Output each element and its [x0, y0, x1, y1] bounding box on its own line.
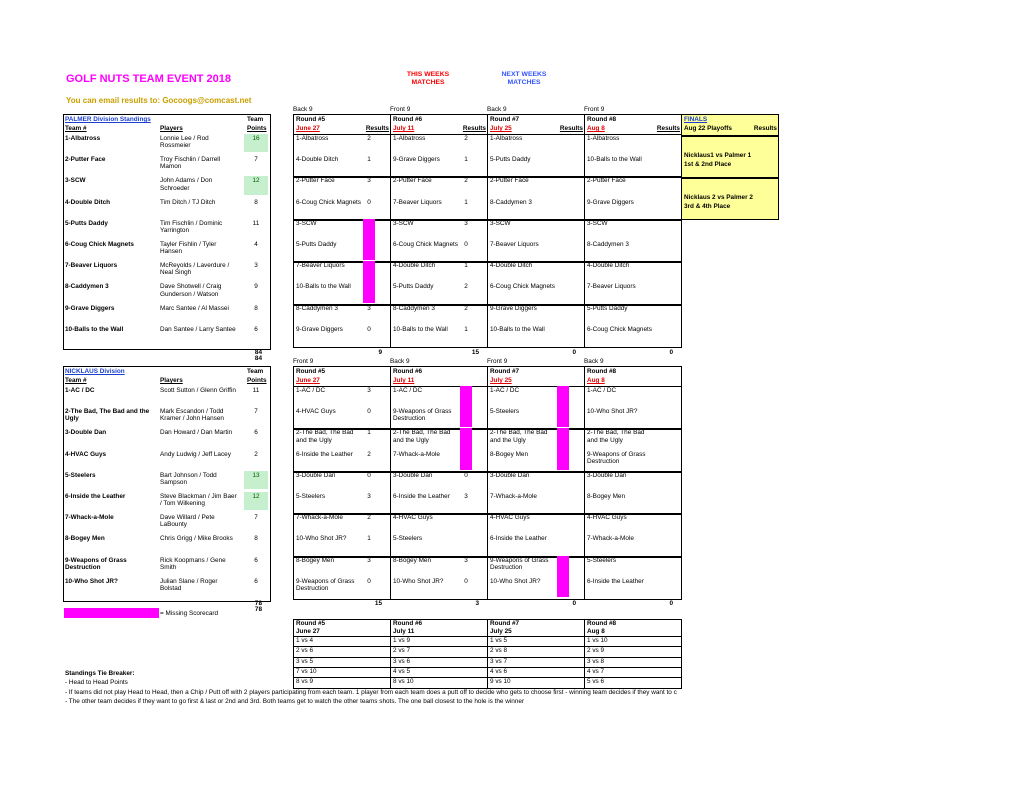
match-team-b: 5-Putts Daddy — [393, 283, 434, 291]
round-total: 0 — [572, 600, 576, 607]
match-team-b: 10-Balls to the Wall — [296, 283, 351, 291]
team-name: 10-Who Shot JR? — [65, 577, 118, 585]
missing-scorecard-swatch — [64, 608, 159, 618]
match-team-b: 9-Weapons of Grass Destruction — [393, 408, 452, 423]
match-team-b: 8-Caddymen 3 — [490, 198, 532, 206]
missing-scorecard-marker — [557, 556, 569, 597]
team-players: Troy Fischlin / Darrell Mamon — [160, 156, 221, 171]
team-players: John Adams / Don Schroeder — [160, 177, 213, 192]
team-name: 9-Grave Diggers — [65, 304, 115, 312]
match-team-a: 7-Whack-a-Mole — [296, 514, 343, 522]
round-total: 0 — [669, 600, 673, 607]
match-team-a: 1-Albatross — [296, 135, 329, 142]
match-team-a: 4-Double Ditch — [587, 262, 630, 270]
team-name: 2-Putter Face — [65, 156, 106, 164]
team-players: Scott Sutton / Glenn Griffin — [160, 387, 236, 394]
results-header: Results — [656, 125, 680, 132]
match-score-b: 0 — [464, 577, 468, 585]
schedule-pair: 3 vs 8 — [587, 657, 605, 665]
round-label: Round #8 — [587, 116, 617, 123]
team-name: 4-HVAC Guys — [65, 450, 107, 458]
finals-results-header: Results — [753, 125, 777, 132]
missing-scorecard-marker — [363, 261, 375, 302]
round-frame — [390, 366, 488, 600]
schedule-pair: 5 vs 6 — [587, 678, 605, 686]
team-players: Marc Santee / Al Massei — [160, 304, 229, 312]
schedule-pair: 4 vs 5 — [393, 667, 411, 675]
match-team-a: 8-Bogey Men — [296, 556, 335, 564]
match-team-b: 6-Inside the Leather — [490, 535, 547, 543]
match-team-b: 9-Weapons of Grass Destruction — [296, 577, 355, 592]
team-points: 7 — [254, 514, 258, 522]
round-total: 0 — [572, 349, 576, 356]
nine-label: Back 9 — [584, 358, 604, 365]
match-team-b: 6-Inside the Leather — [393, 493, 450, 500]
match-team-a: 5-Putts Daddy — [587, 304, 628, 312]
match-team-b: 9-Grave Diggers — [393, 156, 440, 164]
team-points: 6 — [254, 556, 258, 564]
team-name: 3-Double Dan — [65, 429, 107, 437]
team-name: 3-SCW — [65, 177, 86, 185]
match-team-b: 9-Grave Diggers — [296, 325, 343, 333]
team-points: 7 — [254, 408, 258, 416]
team-name: 10-Balls to the Wall — [65, 325, 124, 333]
match-team-b: 10-Who Shot JR? — [490, 577, 541, 585]
match-team-b: 8-Caddymen 3 — [587, 241, 629, 248]
match-team-a: 3-SCW — [587, 219, 608, 227]
team-points: 8 — [254, 535, 258, 543]
team-players: Chris Grigg / Mike Brooks — [160, 535, 233, 543]
round-label: Round #6 — [393, 368, 423, 375]
match-team-a: 2-The Bad, The Bad and the Ugly — [393, 429, 451, 444]
match-team-a: 4-Double Ditch — [393, 262, 436, 270]
finals-date: Aug 22 Playoffs — [684, 125, 732, 132]
results-header: Results — [462, 125, 486, 132]
tiebreaker-rule-1: - Head to Head Points — [65, 679, 128, 686]
page-title: GOLF NUTS TEAM EVENT 2018 — [66, 73, 232, 85]
match-team-a: 4-HVAC Guys — [393, 514, 433, 522]
match-score-b: 0 — [367, 577, 371, 585]
finals-match-2-place: 3rd & 4th Place — [684, 203, 731, 210]
match-score-a: 3 — [367, 304, 371, 312]
schedule-pair: 1 vs 9 — [393, 637, 411, 644]
match-team-b: 10-Balls to the Wall — [393, 325, 448, 333]
match-team-a: 3-Double Dan — [587, 471, 627, 479]
tiebreaker-rule-2: - If teams did not play Head to Head, then a Chip / Putt off with 2 players participating from each team. 1 player from each team does a putt off to decide who gets to choose first - winning team decides if they want to c — [65, 689, 677, 696]
match-score-b: 2 — [367, 450, 371, 458]
missing-scorecard-marker — [460, 386, 472, 427]
match-team-a: 5-Steelers — [587, 556, 617, 564]
match-team-b: 8-Bogey Men — [490, 450, 529, 458]
match-score-b: 1 — [464, 198, 468, 206]
match-team-a: 2-The Bad, The Bad and the Ugly — [296, 429, 354, 444]
match-team-b: 6-Coug Chick Magnets — [393, 241, 459, 248]
match-team-b: 5-Putts Daddy — [296, 241, 337, 248]
match-score-b: 0 — [367, 325, 371, 333]
match-team-a: 3-Double Dan — [490, 471, 530, 479]
team-name: 6-Coug Chick Magnets — [65, 241, 134, 248]
round-total: 15 — [374, 600, 382, 607]
schedule-pair: 3 vs 6 — [393, 657, 411, 665]
nine-label: Back 9 — [487, 106, 507, 113]
team-players: Julian Slane / Roger Bolstad — [160, 577, 218, 592]
schedule-pair: 2 vs 6 — [296, 647, 314, 655]
match-team-b: 7-Beaver Liquors — [393, 198, 442, 206]
round-total: 15 — [471, 349, 479, 356]
team-players: Mark Escandon / Todd Kramer / John Hansen — [160, 408, 224, 423]
schedule-pair: 1 vs 10 — [587, 637, 608, 644]
match-score-a: 3 — [367, 177, 371, 185]
match-team-a: 2-Putter Face — [296, 177, 335, 185]
team-points: 6 — [254, 429, 258, 437]
schedule-date: July 25 — [490, 628, 512, 635]
team-points: 16 — [244, 134, 268, 152]
round-frame — [293, 114, 391, 348]
round-label: Round #6 — [393, 116, 423, 123]
match-team-a: 3-SCW — [393, 219, 414, 227]
missing-scorecard-marker — [363, 219, 375, 260]
round-total: 0 — [669, 349, 673, 356]
match-team-b: 4-Double Ditch — [296, 156, 339, 164]
finals-match-2-teams: Nicklaus 2 vs Palmer 2 — [684, 194, 753, 201]
match-score-b: 1 — [367, 156, 371, 164]
tiebreaker-rule-3: - The other team decides if they want to go first & last or 2nd and 3rd. Both teams get to watch the other teams shots. The one ball closest to the hole is the winner — [65, 698, 525, 705]
match-team-b: 4-HVAC Guys — [296, 408, 336, 416]
team-column-header: Team — [247, 368, 264, 375]
players-header: Players — [160, 377, 183, 384]
match-team-b: 7-Beaver Liquors — [587, 283, 636, 291]
team-points: 6 — [254, 577, 258, 585]
team-name: 8-Bogey Men — [65, 535, 105, 543]
match-team-a: 3-Double Dan — [296, 471, 336, 479]
team-name: 7-Beaver Liquors — [65, 262, 118, 270]
schedule-date: June 27 — [296, 628, 320, 635]
round-total: 9 — [378, 349, 382, 356]
team-players: Dave Shotwell / Craig Gunderson / Watson — [160, 283, 222, 298]
team-players: Steve Blackman / Jim Baer / Tom Wilkening — [160, 493, 237, 508]
match-team-b: 10-Who Shot JR? — [393, 577, 444, 585]
round-label: Round #5 — [296, 116, 326, 123]
match-team-a: 1-AC / DC — [490, 387, 520, 394]
team-name: 9-Weapons of Grass Destruction — [65, 556, 127, 571]
team-players: Bart Johnson / Todd Sampson — [160, 471, 217, 486]
match-team-b: 10-Who Shot JR? — [296, 535, 347, 543]
team-players: Tim Ditch / TJ Ditch — [160, 198, 216, 206]
schedule-round: Round #6 — [393, 620, 423, 627]
team-name: 2-The Bad, The Bad and the Ugly — [65, 408, 150, 423]
round-date: July 25 — [490, 377, 512, 384]
schedule-pair: 4 vs 7 — [587, 667, 605, 675]
match-team-b: 10-Balls to the Wall — [490, 325, 545, 333]
match-team-a: 8-Caddymen 3 — [296, 304, 338, 312]
points-total-check: 84 — [254, 355, 262, 362]
team-column-header: Team — [247, 116, 264, 123]
round-date: Aug 8 — [587, 125, 605, 132]
match-score-b: 1 — [464, 156, 468, 164]
round-date: June 27 — [296, 125, 320, 132]
nine-label: Front 9 — [584, 106, 605, 113]
match-score-b: 2 — [464, 283, 468, 291]
missing-scorecard-marker — [557, 428, 569, 469]
results-header: Results — [365, 125, 389, 132]
match-team-b: 7-Beaver Liquors — [490, 241, 539, 248]
team-points: 8 — [254, 304, 258, 312]
match-team-b: 5-Steelers — [393, 535, 423, 543]
schedule-round: Round #8 — [587, 620, 617, 627]
team-points: 4 — [254, 241, 258, 248]
schedule-pair: 2 vs 8 — [490, 647, 508, 655]
missing-scorecard-label: = Missing Scorecard — [160, 610, 219, 617]
nine-label: Back 9 — [390, 358, 410, 365]
match-team-b: 10-Who Shot JR? — [587, 408, 638, 416]
match-team-a: 8-Bogey Men — [393, 556, 432, 564]
this-weeks-label: THIS WEEKS MATCHES — [406, 71, 450, 86]
match-score-a: 2 — [367, 135, 371, 142]
team-name: 8-Caddymen 3 — [65, 283, 109, 291]
finals-match-1-place: 1st & 2nd Place — [684, 161, 732, 168]
match-team-b: 6-Inside the Leather — [296, 450, 353, 458]
match-score-a: 1 — [367, 429, 371, 437]
match-team-a: 1-AC / DC — [393, 387, 423, 394]
team-players: McReyolds / Laverdure / Neal Singh — [160, 262, 230, 277]
team-points: 9 — [254, 283, 258, 291]
finals-match-1-teams: Nicklaus1 vs Palmer 1 — [684, 152, 752, 159]
match-score-b: 0 — [464, 241, 468, 248]
match-team-b: 9-Grave Diggers — [587, 198, 634, 206]
match-team-b: 7-Whack-a-Mole — [587, 535, 634, 543]
team-players: Tim Fischlin / Dominic Yarrington — [160, 219, 223, 234]
round-date: July 11 — [393, 377, 415, 384]
match-team-b: 7-Whack-a-Mole — [393, 450, 440, 458]
missing-scorecard-marker — [460, 428, 472, 469]
round-label: Round #7 — [490, 116, 520, 123]
match-team-b: 7-Whack-a-Mole — [490, 493, 537, 500]
match-team-a: 1-AC / DC — [296, 387, 326, 394]
tiebreaker-heading: Standings Tie Breaker: — [65, 670, 135, 677]
missing-scorecard-marker — [557, 386, 569, 427]
match-score-a: 2 — [367, 514, 371, 522]
team-name: 5-Steelers — [65, 471, 96, 479]
team-points: 11 — [252, 219, 260, 227]
match-team-a: 4-HVAC Guys — [490, 514, 530, 522]
schedule-round: Round #5 — [296, 620, 326, 627]
match-team-a: 1-Albatross — [393, 135, 426, 142]
team-players: Rick Koopmans / Gene Smith — [160, 556, 226, 571]
team-number-header: Team # — [65, 125, 87, 132]
match-score-b: 1 — [367, 535, 371, 543]
match-team-b: 6-Inside the Leather — [587, 577, 644, 585]
finals-heading: FINALS — [684, 116, 708, 123]
match-team-a: 3-SCW — [490, 219, 511, 227]
team-name: 1-Albatross — [65, 135, 101, 142]
match-team-a: 8-Caddymen 3 — [393, 304, 435, 312]
match-team-b: 5-Steelers — [490, 408, 520, 416]
team-name: 6-Inside the Leather — [65, 493, 126, 500]
match-score-a: 0 — [367, 471, 371, 479]
team-points: 11 — [252, 387, 260, 394]
round-label: Round #5 — [296, 368, 326, 375]
division-heading: NICKLAUS Division — [65, 368, 125, 375]
match-team-a: 2-The Bad, The Bad and the Ugly — [490, 429, 548, 444]
team-points: 8 — [254, 198, 258, 206]
schedule-pair: 8 vs 10 — [393, 678, 414, 686]
team-number-header: Team # — [65, 377, 87, 384]
email-note: You can email results to: Gocoogs@comcast.net — [66, 96, 252, 105]
schedule-pair: 1 vs 4 — [296, 637, 314, 644]
round-frame — [584, 366, 682, 600]
points-header: Points — [247, 125, 267, 132]
schedule-round: Round #7 — [490, 620, 520, 627]
match-team-b: 5-Putts Daddy — [490, 156, 531, 164]
round-date: Aug 8 — [587, 377, 605, 384]
team-players: Dave Willard / Pete LaBounty — [160, 514, 215, 529]
match-team-a: 7-Beaver Liquors — [296, 262, 345, 270]
schedule-pair: 3 vs 5 — [296, 657, 314, 665]
team-points: 2 — [254, 450, 258, 458]
schedule-pair: 3 vs 7 — [490, 657, 508, 665]
round-frame — [293, 366, 391, 600]
match-team-b: 6-Coug Chick Magnets — [490, 283, 556, 291]
match-team-a: 1-Albatross — [490, 135, 523, 142]
team-name: 4-Double Ditch — [65, 198, 111, 206]
round-frame — [584, 114, 682, 348]
match-score-b: 0 — [367, 198, 371, 206]
team-name: 7-Whack-a-Mole — [65, 514, 114, 522]
match-team-a: 9-Weapons of Grass Destruction — [490, 556, 549, 571]
match-score-b: 0 — [367, 408, 371, 416]
match-team-a: 4-HVAC Guys — [587, 514, 627, 522]
nine-label: Back 9 — [293, 106, 313, 113]
round-frame — [487, 114, 585, 348]
match-team-b: 6-Coug Chick Magnets — [587, 325, 653, 333]
team-name: 1-AC / DC — [65, 387, 95, 394]
round-date: July 25 — [490, 125, 512, 132]
division-heading: PALMER Division Standings — [65, 116, 151, 123]
points-total: 78 — [254, 600, 262, 607]
next-weeks-label: NEXT WEEKS MATCHES — [501, 71, 547, 86]
match-score-a: 3 — [367, 556, 371, 564]
match-score-a: 0 — [464, 471, 468, 479]
nine-label: Front 9 — [293, 358, 314, 365]
match-team-b: 6-Coug Chick Magnets — [296, 198, 362, 206]
results-header: Results — [559, 125, 583, 132]
match-score-a: 2 — [464, 135, 468, 142]
team-points: 12 — [244, 176, 268, 194]
team-players: Dan Howard / Dan Martin — [160, 429, 233, 437]
nine-label: Front 9 — [487, 358, 508, 365]
match-team-a: 3-SCW — [296, 219, 317, 227]
schedule-pair: 7 vs 10 — [296, 667, 317, 675]
match-team-b: 8-Bogey Men — [587, 493, 626, 500]
match-team-a: 4-Double Ditch — [490, 262, 533, 270]
schedule-pair: 9 vs 10 — [490, 678, 511, 686]
match-score-a: 3 — [464, 219, 468, 227]
schedule-pair: 2 vs 7 — [393, 647, 411, 655]
match-team-a: 9-Grave Diggers — [490, 304, 537, 312]
team-points: 3 — [254, 262, 258, 270]
team-players: Tayler Fishlin / Tyler Hansen — [160, 241, 217, 256]
match-score-b: 3 — [367, 493, 371, 500]
match-team-a: 2-Putter Face — [393, 177, 432, 185]
schedule-pair: 8 vs 9 — [296, 678, 314, 686]
match-score-a: 1 — [464, 262, 468, 270]
schedule-date: Aug 8 — [587, 628, 605, 635]
points-total-check: 78 — [254, 606, 262, 613]
match-score-b: 3 — [464, 493, 468, 500]
schedule-pair: 1 vs 5 — [490, 637, 508, 644]
match-team-b: 5-Steelers — [296, 493, 326, 500]
team-name: 5-Putts Daddy — [65, 219, 108, 227]
nine-label: Front 9 — [390, 106, 411, 113]
match-score-b: 1 — [464, 325, 468, 333]
players-header: Players — [160, 125, 183, 132]
match-team-b: 9-Weapons of Grass Destruction — [587, 450, 646, 465]
round-total: 3 — [475, 600, 479, 607]
match-score-a: 2 — [464, 304, 468, 312]
round-frame — [390, 114, 488, 348]
schedule-pair: 2 vs 9 — [587, 647, 605, 655]
round-label: Round #7 — [490, 368, 520, 375]
team-players: Andy Ludwig / Jeff Lacey — [160, 450, 231, 458]
schedule-pair: 4 vs 6 — [490, 667, 508, 675]
round-date: July 11 — [393, 125, 415, 132]
team-players: Dan Santee / Larry Santee — [160, 325, 236, 333]
team-points: 13 — [244, 471, 268, 489]
match-team-a: 2-Putter Face — [587, 177, 626, 185]
match-team-a: 1-Albatross — [587, 135, 620, 142]
team-points: 7 — [254, 156, 258, 164]
schedule-date: July 11 — [393, 628, 415, 635]
points-total: 84 — [254, 349, 262, 356]
round-label: Round #8 — [587, 368, 617, 375]
match-team-a: 1-AC / DC — [587, 387, 617, 394]
match-score-a: 3 — [367, 387, 371, 394]
round-date: June 27 — [296, 377, 320, 384]
match-team-a: 2-Putter Face — [490, 177, 529, 185]
match-score-a: 2 — [464, 177, 468, 185]
team-players: Lonnie Lee / Rod Rossmeier — [160, 135, 209, 150]
team-points: 12 — [244, 492, 268, 510]
points-header: Points — [247, 377, 267, 384]
match-score-a: 3 — [464, 556, 468, 564]
match-team-b: 10-Balls to the Wall — [587, 156, 642, 164]
team-points: 6 — [254, 325, 258, 333]
match-team-a: 3-Double Dan — [393, 471, 433, 479]
match-team-a: 2-The Bad, The Bad and the Ugly — [587, 429, 645, 444]
